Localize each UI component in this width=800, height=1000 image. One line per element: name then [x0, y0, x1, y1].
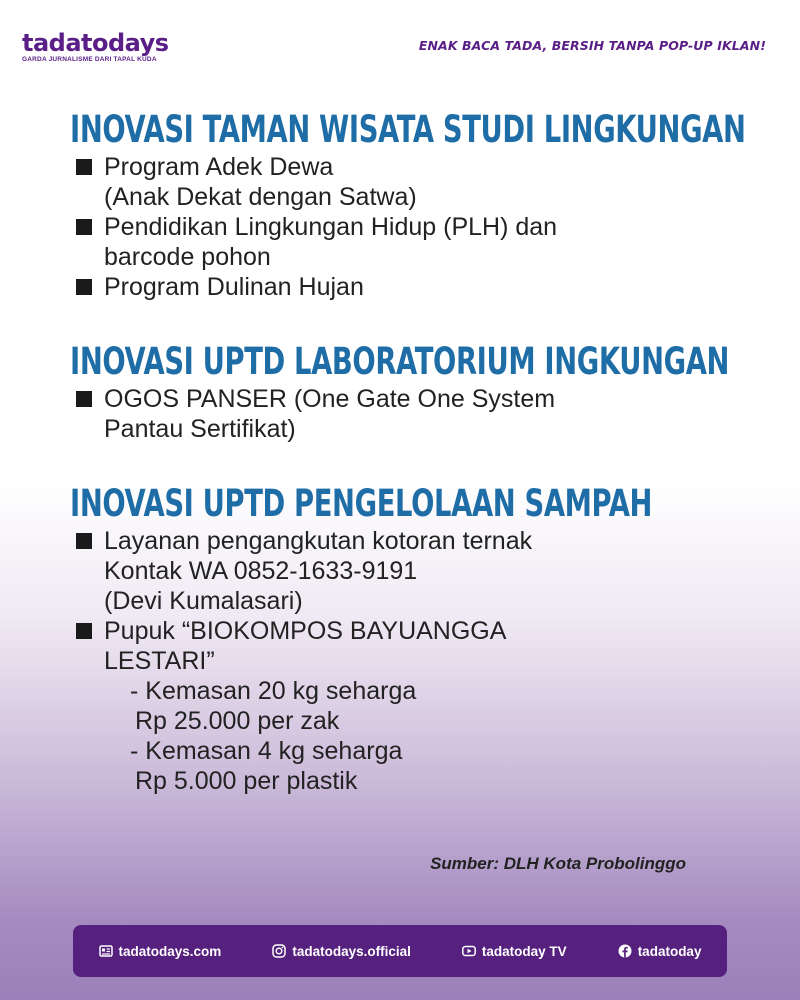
source-credit: Sumber: DLH Kota Probolinggo: [430, 854, 686, 873]
square-bullet-icon: [76, 279, 92, 295]
logo-text: tadatodays: [22, 29, 169, 57]
footer-youtube[interactable]: [462, 944, 567, 959]
item-text: Program Adek Dewa: [104, 153, 334, 181]
item-text: barcode pohon: [104, 243, 271, 271]
logo-subtitle: GARDA JURNALISME DARI TAPAL KUDA: [22, 56, 157, 63]
sub-item-text: Rp 5.000 per plastik: [135, 767, 358, 795]
item-text: Pantau Sertifikat): [104, 415, 296, 443]
item-text: Pupuk “BIOKOMPOS BAYUANGGA: [104, 617, 507, 645]
sub-item-text: - Kemasan 4 kg seharga: [130, 737, 403, 765]
section-laboratorium: [70, 340, 770, 444]
square-bullet-icon: [76, 391, 92, 407]
sub-item-text: Rp 25.000 per zak: [135, 707, 340, 735]
square-bullet-icon: [76, 219, 92, 235]
footer-instagram[interactable]: [272, 944, 411, 959]
section-taman-wisata: [70, 108, 770, 302]
section-title: INOVASI TAMAN WISATA STUDI LINGKUNGAN: [70, 108, 746, 151]
footer-youtube-label: tadatoday TV: [481, 943, 567, 959]
sub-item-text: - Kemasan 20 kg seharga: [130, 677, 417, 705]
square-bullet-icon: [76, 533, 92, 549]
item-text: Program Dulinan Hujan: [104, 273, 364, 301]
header: [22, 30, 766, 70]
item-text: (Devi Kumalasari): [104, 587, 303, 615]
footer-bar: [73, 925, 727, 977]
item-text: OGOS PANSER (One Gate One System: [104, 385, 556, 413]
item-text: (Anak Dekat dengan Satwa): [104, 183, 417, 211]
youtube-icon: [462, 944, 476, 958]
footer-facebook[interactable]: [618, 944, 702, 959]
square-bullet-icon: [76, 623, 92, 639]
footer-website[interactable]: [99, 944, 222, 959]
list-item: [70, 526, 770, 616]
section-title: INOVASI UPTD LABORATORIUM INGKUNGAN: [70, 340, 730, 383]
item-text: LESTARI”: [104, 647, 215, 675]
list-item: [70, 272, 770, 302]
list-item: [70, 152, 770, 212]
content: [70, 108, 770, 796]
list-item: [70, 616, 770, 796]
logo[interactable]: [22, 30, 169, 63]
newspaper-icon: [99, 944, 113, 958]
item-text: Layanan pengangkutan kotoran ternak: [104, 527, 533, 555]
facebook-icon: [618, 944, 632, 958]
list-item: [70, 384, 770, 444]
square-bullet-icon: [76, 159, 92, 175]
item-text: Pendidikan Lingkungan Hidup (PLH) dan: [104, 213, 558, 241]
item-text: Kontak WA 0852-1633-9191: [104, 557, 418, 585]
instagram-icon: [272, 944, 286, 958]
footer-instagram-label: tadatodays.official: [292, 943, 411, 959]
footer-facebook-label: tadatoday: [637, 943, 702, 959]
section-title: INOVASI UPTD PENGELOLAAN SAMPAH: [70, 482, 653, 525]
tagline: ENAK BACA TADA, BERSIH TANPA POP-UP IKLAN!: [418, 38, 766, 53]
section-pengelolaan-sampah: [70, 482, 770, 796]
list-item: [70, 212, 770, 272]
footer-website-label: tadatodays.com: [118, 943, 222, 959]
